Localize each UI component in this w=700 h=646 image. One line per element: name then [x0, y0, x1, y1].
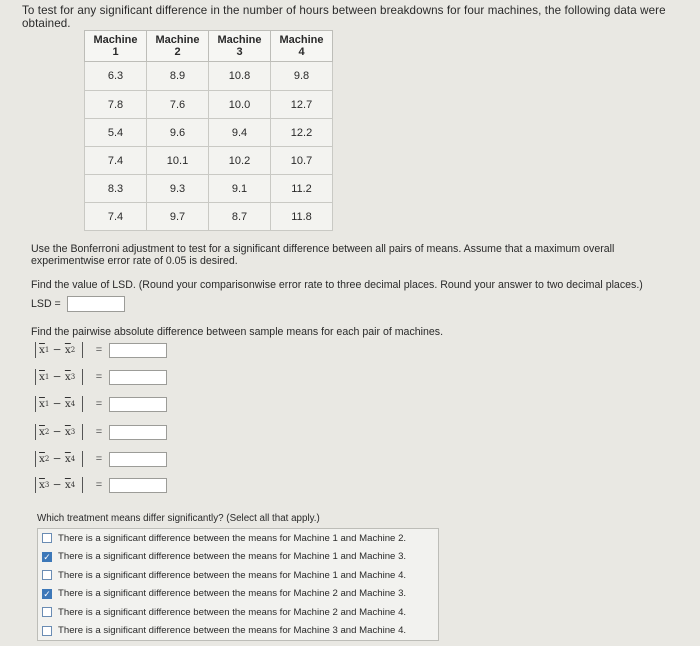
table-cell: 7.4: [85, 203, 147, 231]
header-number: 1: [112, 46, 119, 58]
subscript-a: 3: [44, 481, 50, 489]
bonferroni-instructions: Use the Bonferroni adjustment to test for a significant difference between all pairs of means. Assume that a maximum overall experimentwise error rate of 0.05 is desired.: [31, 243, 615, 267]
subscript-a: 1: [44, 346, 50, 354]
pair-row-3-4: [35, 477, 167, 493]
diff-input-2-3[interactable]: [109, 425, 167, 440]
table-row: [85, 119, 333, 147]
checkbox-icon[interactable]: [42, 570, 52, 580]
pair-row-1-4: [35, 396, 167, 412]
option-label: There is a significant difference between the means for Machine 3 and Machine 4.: [58, 625, 407, 637]
pairwise-prompt: Find the pairwise absolute difference between sample means for each pair of machines.: [31, 326, 444, 338]
subscript-b: 4: [70, 400, 76, 408]
equals-sign: =: [95, 479, 103, 491]
diff-input-1-2[interactable]: [109, 343, 167, 358]
diff-input-3-4[interactable]: [109, 478, 167, 493]
table-row: [85, 175, 333, 203]
subscript-b: 2: [70, 346, 76, 354]
table-cell: 7.8: [85, 91, 147, 119]
table-cell: 10.0: [209, 91, 271, 119]
table-cell: 10.1: [147, 147, 209, 175]
header-label: Machine: [217, 34, 262, 46]
equals-sign: =: [95, 398, 103, 410]
table-cell: 9.7: [147, 203, 209, 231]
table-cell: 8.7: [209, 203, 271, 231]
option-1-4[interactable]: [38, 566, 438, 585]
table-row: [85, 91, 333, 119]
table-cell: 6.3: [85, 62, 147, 91]
table-cell: 11.2: [271, 175, 333, 203]
abs-diff-expression: $\overline{x}$ 1 − $\overline{x}$ 3: [35, 369, 83, 385]
table-cell: 7.4: [85, 147, 147, 175]
subscript-a: 2: [44, 455, 50, 463]
checkbox-icon[interactable]: ✓: [43, 551, 51, 562]
option-3-4[interactable]: [38, 622, 438, 641]
pair-row-1-3: [35, 369, 167, 385]
diff-input-2-4[interactable]: [109, 452, 167, 467]
table-cell: 10.7: [271, 147, 333, 175]
table-cell: 5.4: [85, 119, 147, 147]
checkbox-icon[interactable]: [42, 533, 52, 543]
table-cell: 9.1: [209, 175, 271, 203]
table-cell: 9.4: [209, 119, 271, 147]
machine-data-table: [84, 30, 333, 231]
option-label: There is a significant difference between the means for Machine 2 and Machine 3.: [58, 588, 407, 600]
table-cell: 8.9: [147, 62, 209, 91]
table-cell: 10.8: [209, 62, 271, 91]
table-row: [85, 147, 333, 175]
equals-sign: =: [95, 426, 103, 438]
equals-sign: =: [95, 371, 103, 383]
option-label: There is a significant difference between the means for Machine 2 and Machine 4.: [58, 606, 407, 618]
abs-diff-expression: $\overline{x}$ 2 − $\overline{x}$ 4: [35, 451, 83, 467]
lsd-row: [31, 296, 125, 312]
subscript-b: 4: [70, 481, 76, 489]
subscript-a: 1: [44, 373, 50, 381]
subscript-a: 1: [44, 400, 50, 408]
header-number: 3: [236, 46, 243, 58]
column-header: [271, 31, 333, 62]
pair-row-1-2: [35, 342, 167, 358]
lsd-label: LSD =: [31, 298, 61, 310]
option-label: There is a significant difference between the means for Machine 1 and Machine 3.: [58, 551, 407, 563]
checkbox-icon[interactable]: [42, 607, 52, 617]
table-cell: 9.8: [271, 62, 333, 91]
table-row: [85, 203, 333, 231]
header-number: 2: [174, 46, 181, 58]
column-header: [209, 31, 271, 62]
lsd-prompt: Find the value of LSD. (Round your comparisonwise error rate to three decimal places. Round your answer to two decimal places.): [31, 279, 643, 291]
header-label: Machine: [93, 34, 138, 46]
option-1-2[interactable]: [38, 529, 438, 548]
lsd-input[interactable]: [67, 296, 125, 312]
header-number: 4: [298, 46, 305, 58]
checkbox-icon[interactable]: ✓: [43, 588, 51, 599]
option-2-3[interactable]: [38, 585, 438, 604]
table-cell: 9.6: [147, 119, 209, 147]
table-cell: 12.7: [271, 91, 333, 119]
diff-input-1-3[interactable]: [109, 370, 167, 385]
table-cell: 8.3: [85, 175, 147, 203]
diff-input-1-4[interactable]: [109, 397, 167, 412]
abs-diff-expression: $\overline{x}$ 1 − $\overline{x}$ 4: [35, 396, 83, 412]
equals-sign: =: [95, 453, 103, 465]
option-label: There is a significant difference between the means for Machine 1 and Machine 4.: [58, 569, 407, 581]
table-cell: 12.2: [271, 119, 333, 147]
abs-diff-expression: $\overline{x}$ 1 − $\overline{x}$ 2: [35, 342, 83, 358]
table-cell: 7.6: [147, 91, 209, 119]
subscript-b: 3: [70, 373, 76, 381]
table-cell: 10.2: [209, 147, 271, 175]
column-header: [85, 31, 147, 62]
pair-row-2-4: [35, 451, 167, 467]
column-header: [147, 31, 209, 62]
subscript-a: 2: [44, 428, 50, 436]
abs-diff-expression: $\overline{x}$ 2 − $\overline{x}$ 3: [35, 424, 83, 440]
table-row: [85, 62, 333, 91]
problem-intro: To test for any significant difference in the number of hours between breakdowns for four machines, the following data were obtained.: [22, 4, 666, 30]
checkbox-icon[interactable]: [42, 626, 52, 636]
option-1-3[interactable]: [38, 548, 438, 567]
abs-diff-expression: $\overline{x}$ 3 − $\overline{x}$ 4: [35, 477, 83, 493]
table-header-row: [85, 31, 333, 62]
option-2-4[interactable]: [38, 603, 438, 622]
option-label: There is a significant difference between the means for Machine 1 and Machine 2.: [58, 532, 407, 544]
equals-sign: =: [95, 344, 103, 356]
significance-question: Which treatment means differ significantly? (Select all that apply.): [37, 513, 320, 524]
table-cell: 11.8: [271, 203, 333, 231]
pair-row-2-3: [35, 424, 167, 440]
answer-options: [37, 528, 439, 641]
subscript-b: 3: [70, 428, 76, 436]
header-label: Machine: [155, 34, 200, 46]
table-cell: 9.3: [147, 175, 209, 203]
header-label: Machine: [279, 34, 324, 46]
subscript-b: 4: [70, 455, 76, 463]
